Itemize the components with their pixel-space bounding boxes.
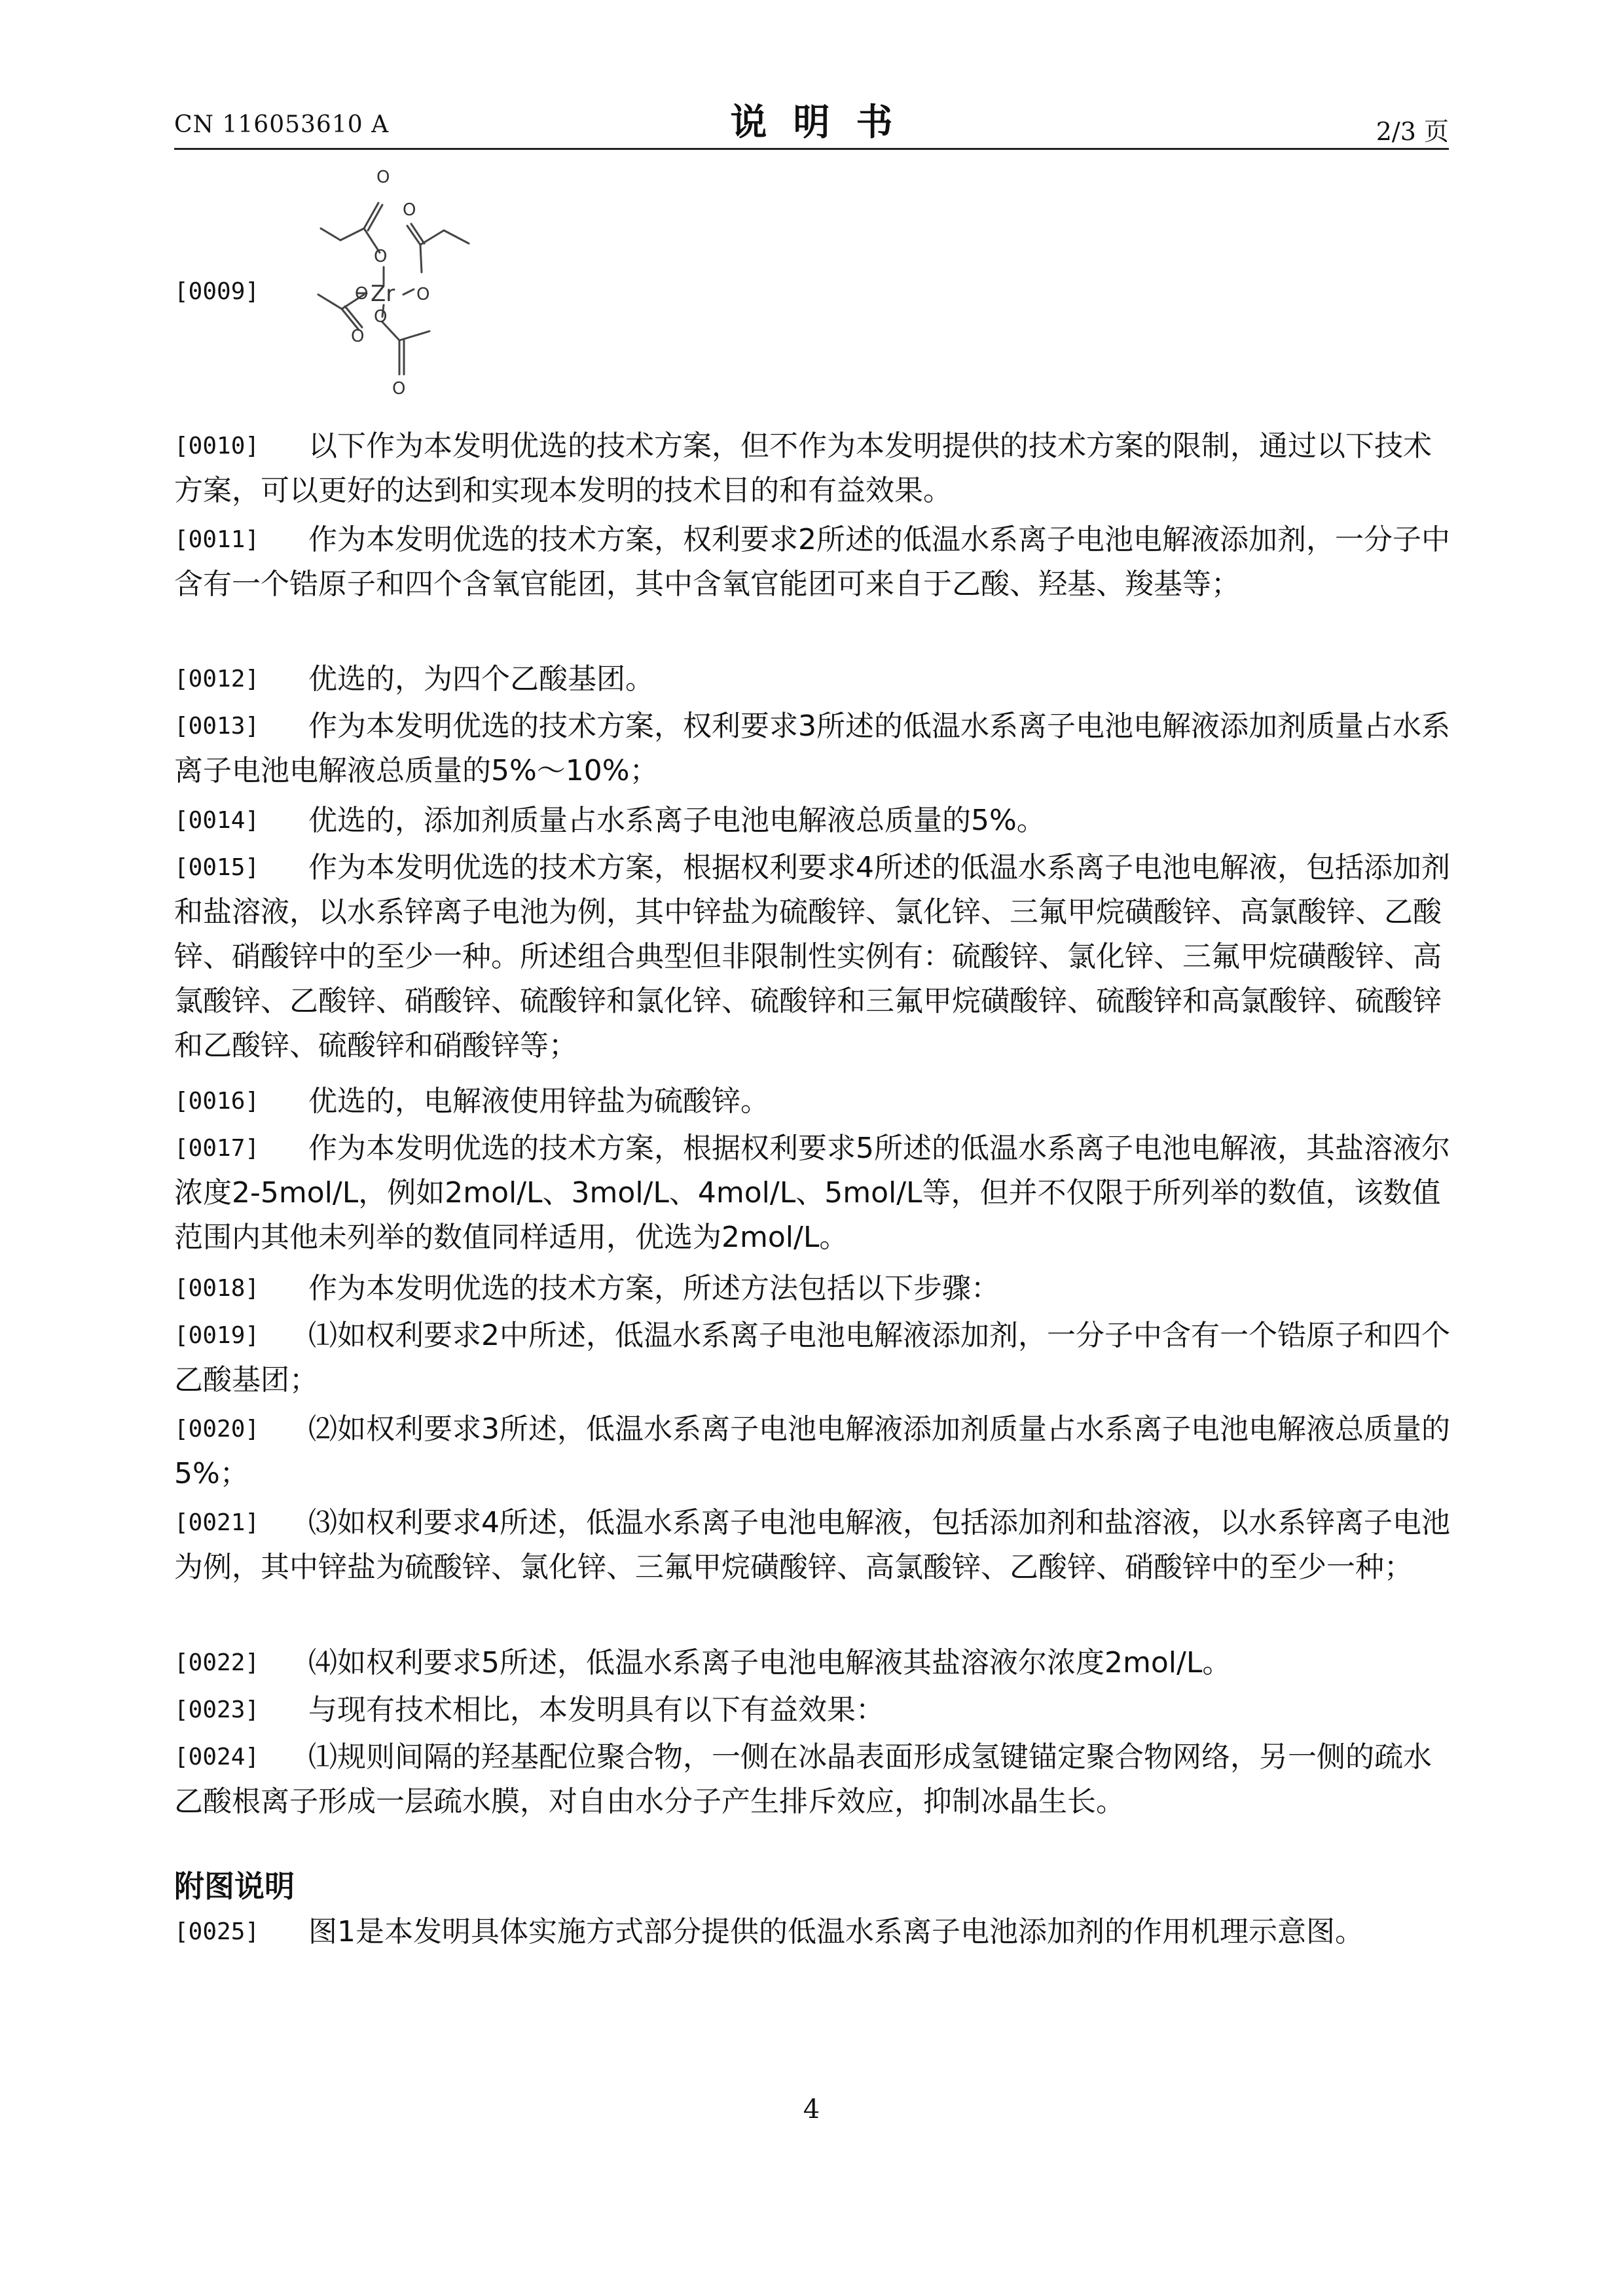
paragraph-number: [0019] — [174, 1322, 260, 1349]
paragraph-0012 — [174, 657, 1451, 702]
oxygen-label: O — [403, 200, 416, 220]
paragraph-0024 — [174, 1735, 1451, 1824]
zirconium-label: Zr — [371, 281, 395, 307]
paragraph-number: [0010] — [174, 433, 260, 459]
paragraph-number: [0021] — [174, 1509, 260, 1536]
paragraph-text: 优选的，为四个乙酸基团。 — [308, 662, 654, 696]
paragraph-number: [0018] — [174, 1275, 260, 1302]
paragraph-0025 — [174, 1910, 1451, 1954]
paragraph-text: ⑵如权利要求3所述，低温水系离子电池电解液添加剂质量占水系离子电池电解液总质量的5%； — [174, 1412, 1450, 1490]
paragraph-number: [0013] — [174, 713, 260, 740]
paragraph-number: [0016] — [174, 1088, 260, 1115]
paragraph-number: [0023] — [174, 1696, 260, 1723]
paragraph-number: [0025] — [174, 1918, 260, 1945]
paragraph-text: 优选的，添加剂质量占水系离子电池电解液总质量的5%。 — [308, 804, 1046, 837]
paragraph-0014 — [174, 798, 1451, 843]
paragraph-text: 优选的，电解液使用锌盐为硫酸锌。 — [308, 1085, 769, 1118]
paragraph-0022 — [174, 1641, 1451, 1685]
paragraph-text: ⑴规则间隔的羟基配位聚合物，一侧在冰晶表面形成氢键锚定聚合物网络，另一侧的疏水乙酸根离子形成一层疏水膜，对自由水分子产生排斥效应，抑制冰晶生长。 — [174, 1740, 1432, 1818]
paragraph-text: ⑴如权利要求2中所述，低温水系离子电池电解液添加剂，一分子中含有一个锆原子和四个乙酸基团； — [174, 1319, 1450, 1397]
paragraph-0020 — [174, 1407, 1451, 1496]
paragraph-0010 — [174, 424, 1451, 513]
paragraph-text: ⑷如权利要求5所述，低温水系离子电池电解液其盐溶液尔浓度2mol/L。 — [308, 1646, 1231, 1679]
paragraph-text: ⑶如权利要求4所述，低温水系离子电池电解液，包括添加剂和盐溶液，以水系锌离子电池为例，其中锌盐为硫酸锌、氯化锌、三氟甲烷磺酸锌、高氯酸锌、乙酸锌、硝酸锌中的至少一种； — [174, 1506, 1450, 1584]
paragraph-text: 作为本发明优选的技术方案，根据权利要求5所述的低温水系离子电池电解液，其盐溶液尔浓度2-5mol/L，例如2mol/L、3mol/L、4mol/L、5mol/L等，但并不仅限于所列举的数值，该数值范围内其他未列举的数值同样适用，优选为2mol/L。 — [174, 1132, 1450, 1254]
paragraph-number: [0022] — [174, 1649, 260, 1676]
oxygen-label: O — [374, 307, 388, 327]
oxygen-label: O — [416, 285, 430, 304]
paragraph-text: 作为本发明优选的技术方案，权利要求3所述的低温水系离子电池电解液添加剂质量占水系离子电池电解液总质量的5%～10%； — [174, 709, 1450, 787]
paragraph-0021 — [174, 1501, 1451, 1590]
paragraph-0016 — [174, 1079, 1451, 1124]
header-rule — [174, 148, 1449, 150]
oxygen-label: O — [376, 168, 390, 187]
paragraph-text: 作为本发明优选的技术方案，权利要求2所述的低温水系离子电池电解液添加剂，一分子中含有一个锆原子和四个含氧官能团，其中含氧官能团可来自于乙酸、羟基、羧基等； — [174, 523, 1450, 601]
page-number: 4 — [803, 2094, 820, 2125]
paragraph-number: [0014] — [174, 807, 260, 834]
paragraph-0017 — [174, 1126, 1451, 1260]
paragraph-number: [0015] — [174, 854, 260, 881]
page-indicator: 2/3 页 — [1376, 117, 1449, 146]
paragraph-number-0009: [0009] — [174, 278, 260, 305]
oxygen-label: O — [355, 284, 369, 304]
paragraph-0019 — [174, 1314, 1451, 1403]
oxygen-label: O — [351, 327, 365, 346]
paragraph-0013 — [174, 704, 1451, 793]
paragraph-0018 — [174, 1266, 1451, 1311]
paragraph-number: [0017] — [174, 1135, 260, 1162]
paragraph-number: [0020] — [174, 1416, 260, 1443]
section-heading: 附图说明 — [174, 1869, 295, 1904]
paragraph-0015 — [174, 846, 1451, 1068]
paragraph-text: 以下作为本发明优选的技术方案，但不作为本发明提供的技术方案的限制，通过以下技术方案，可以更好的达到和实现本发明的技术目的和有益效果。 — [174, 429, 1432, 507]
paragraph-text: 作为本发明优选的技术方案，根据权利要求4所述的低温水系离子电池电解液，包括添加剂和盐溶液，以水系锌离子电池为例，其中锌盐为硫酸锌、氯化锌、三氟甲烷磺酸锌、高氯酸锌、乙酸锌、硝酸锌中的至少一种。所述组合典型但非限制性实例有：硫酸锌、氯化锌、三氟甲烷磺酸锌、高氯酸锌、乙酸锌、硝酸锌、硫酸锌和氯化锌、硫酸锌和三氟甲烷磺酸锌、硫酸锌和高氯酸锌、硫酸锌和乙酸锌、硫酸锌和硝酸锌等； — [174, 851, 1450, 1062]
oxygen-label: O — [374, 247, 388, 266]
paragraph-number: [0011] — [174, 526, 260, 553]
paragraph-0011 — [174, 518, 1451, 607]
zirconium-acetate-structure — [301, 165, 498, 420]
paragraph-0023 — [174, 1688, 1451, 1732]
document-title: 说明书 — [730, 101, 919, 144]
paragraph-text: 与现有技术相比，本发明具有以下有益效果： — [308, 1693, 884, 1727]
oxygen-label: O — [392, 379, 406, 399]
paragraph-number: [0024] — [174, 1744, 260, 1770]
paragraph-text: 图1是本发明具体实施方式部分提供的低温水系离子电池添加剂的作用机理示意图。 — [308, 1915, 1364, 1948]
paragraph-text: 作为本发明优选的技术方案，所述方法包括以下步骤： — [308, 1272, 1000, 1305]
paragraph-number: [0012] — [174, 666, 260, 692]
document-number: CN 116053610 A — [174, 111, 390, 138]
